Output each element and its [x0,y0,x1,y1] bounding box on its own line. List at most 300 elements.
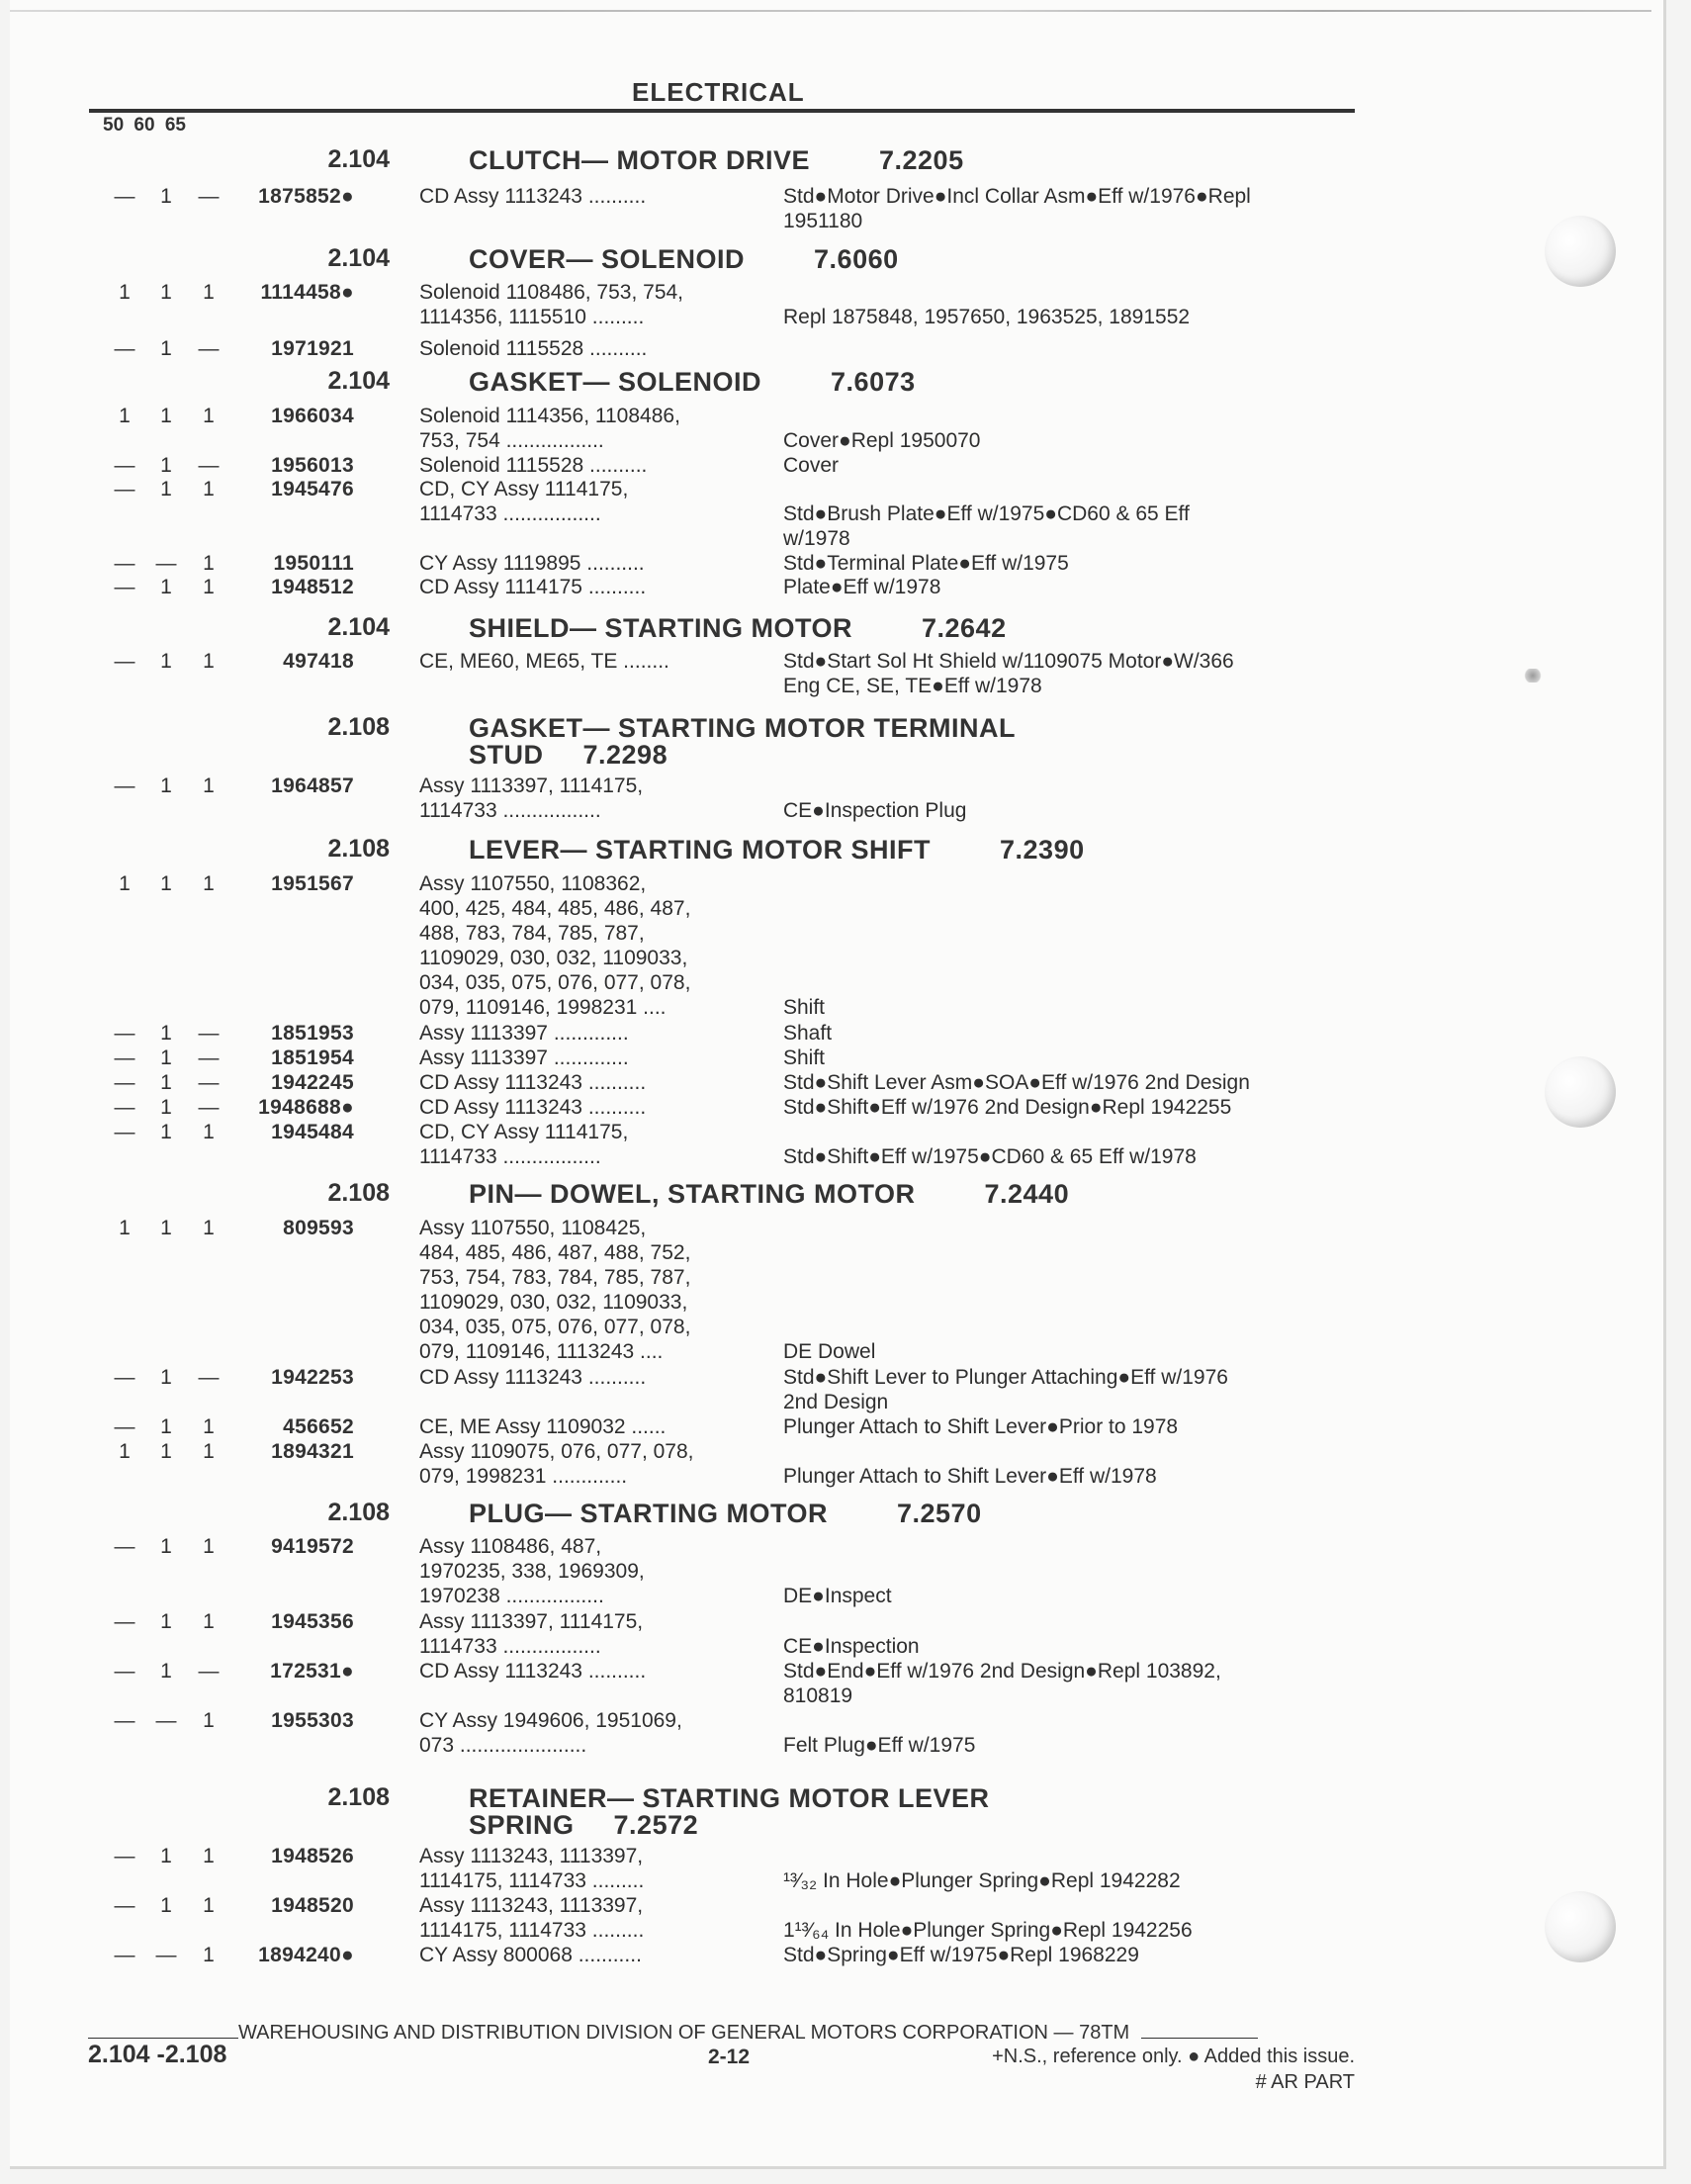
application-line: CD Assy 1113243 .......... [419,1071,647,1094]
quantity-col-50: — [114,1415,135,1438]
application [419,1439,775,1489]
application [419,1943,775,1967]
section-title-text: CLUTCH— MOTOR DRIVE [469,145,810,175]
part-number: 809593 [283,1217,354,1239]
part-number: 1942245 [271,1071,354,1094]
quantity-col-60: 1 [160,774,172,797]
remarks-line [783,970,1367,995]
remarks-line: Eng CE, SE, TE●Eff w/1978 [783,675,1042,697]
section-code: 2.108 [327,1783,390,1811]
remarks-line: Std●End●Eff w/1976 2nd Design●Repl 103892, [783,1660,1221,1683]
remarks-line: Felt Plug●Eff w/1975 [783,1734,976,1757]
remarks [783,1120,1367,1169]
quantity-col-50: — [114,1071,135,1094]
application-line: 1970238 ................. [419,1585,604,1607]
section-title-text: PIN— DOWEL, STARTING MOTOR [469,1179,916,1209]
application-line: 1114733 ................. [419,1635,601,1658]
remarks [783,1365,1367,1414]
quantity-col-50: — [114,1366,135,1389]
remarks [783,1095,1367,1120]
part-number: 456652 [283,1415,354,1438]
section-code: 2.104 [327,145,390,173]
remarks-line: DE Dowel [783,1340,876,1363]
section-ref-number: 7.2390 [1000,835,1085,864]
remarks-line [783,1559,1367,1584]
quantity-col-50: — [114,454,135,477]
application-line: Assy 1113397, 1114175, [419,774,644,797]
quantity-col-50: — [114,1944,135,1966]
quantity-col-60: 1 [160,478,172,500]
application [419,1609,775,1659]
remarks [783,1046,1367,1070]
remarks [783,1216,1367,1364]
quantity-col-65: — [198,1071,220,1094]
part-number: 1948688● [258,1096,354,1119]
remarks-line: Cover [783,454,840,477]
remarks [783,1943,1367,1967]
application-line: Solenoid 1115528 .......... [419,337,648,360]
quantity-col-60: 1 [160,1022,172,1045]
quantity-col-65: 1 [203,1121,215,1143]
section-ref-number: 7.2205 [879,145,964,175]
application-line: 484, 485, 486, 487, 488, 752, [419,1241,691,1264]
remarks-line [783,896,1367,921]
quantity-col-50: — [114,1610,135,1633]
application-line: CD, CY Assy 1114175, [419,1121,629,1143]
application [419,477,775,526]
footer-section-code: 2.104 -2.108 [88,2041,227,2068]
application [419,1365,775,1390]
quantity-col-60: 1 [160,1217,172,1239]
quantity-col-50: — [114,478,135,500]
remarks-line: Repl 1875848, 1957650, 1963525, 1891552 [783,306,1191,328]
remarks [783,1021,1367,1046]
quantity-col-60: 1 [160,1610,172,1633]
remarks-line: Std●Shift●Eff w/1976 2nd Design●Repl 1942255 [783,1096,1232,1119]
application-line: CD Assy 1113243 .......... [419,185,647,208]
remarks [783,774,1367,823]
application [419,1659,775,1684]
quantity-col-60: 1 [160,1415,172,1438]
remarks-line [783,1120,1367,1144]
section-title-text: COVER— SOLENOID [469,244,746,274]
remarks-line [783,1844,1367,1868]
remarks-line: Std●Shift Lever Asm●SOA●Eff w/1976 2nd Design [783,1071,1250,1094]
remarks-line: Std●Shift Lever to Plunger Attaching●Eff w/1976 [783,1366,1228,1389]
section-ref-number: 7.6060 [814,244,899,274]
section-title [469,246,1359,273]
quantity-col-60: 1 [160,281,172,304]
section-ref-number: 7.2642 [922,613,1007,643]
remarks-line: Plunger Attach to Shift Lever●Prior to 1978 [783,1415,1179,1438]
remarks [783,1534,1367,1608]
quantity-col-65: — [198,454,220,477]
quantity-col-65: 1 [203,1415,215,1438]
remarks-line [783,280,1367,305]
application [419,453,775,478]
quantity-col-60: 1 [160,872,172,895]
application-line: Assy 1113397 ............. [419,1022,629,1045]
application-line: CY Assy 1119895 .......... [419,552,645,575]
application-line: 488, 783, 784, 785, 787, [419,922,645,945]
quantity-col-60: 1 [160,1440,172,1463]
application-line: 034, 035, 075, 076, 077, 078, [419,1316,691,1338]
remarks [783,1414,1367,1439]
remarks-line [783,1609,1367,1634]
quantity-col-65: 1 [203,405,215,427]
part-number: 1956013 [271,454,354,477]
part-number: 1948520 [271,1894,354,1917]
footer-dash-left [88,2038,238,2039]
section-code: 2.108 [327,835,390,863]
quantity-col-60: 1 [160,1894,172,1917]
part-number: 1851954 [271,1046,354,1069]
quantity-col-60: — [155,1944,177,1966]
section-code: 2.104 [327,244,390,272]
application-line: 1114175, 1114733 ......... [419,1869,645,1892]
quantity-col-60: 1 [160,1366,172,1389]
remarks-line [783,774,1367,798]
quantity-col-50: — [114,1894,135,1917]
quantity-col-65: 1 [203,552,215,575]
section-title [469,369,1359,396]
remarks-line [783,871,1367,896]
quantity-col-65: 1 [203,1610,215,1633]
page-title: ELECTRICAL [632,77,805,107]
application-line: 073 ...................... [419,1734,587,1757]
application-line: CE, ME60, ME65, TE ........ [419,650,669,673]
remarks-line: Std●Motor Drive●Incl Collar Asm●Eff w/1976●Repl [783,185,1251,208]
application [419,649,775,674]
section-title-text: GASKET— SOLENOID [469,367,762,397]
remarks [783,575,1367,599]
remarks-line: Std●Brush Plate●Eff w/1975●CD60 & 65 Eff [783,502,1190,525]
application-line: 1109029, 030, 032, 1109033, [419,947,688,969]
remarks-line [783,1290,1367,1315]
application [419,1708,775,1758]
quantity-col-50: — [114,1709,135,1732]
quantity-col-65: — [198,185,220,208]
section-code: 2.108 [327,713,390,741]
application-line: 1114356, 1115510 ......... [419,306,645,328]
application-line: CD Assy 1114175 .......... [419,576,647,598]
part-number: 9419572 [271,1535,354,1558]
remarks [783,1609,1367,1659]
application-line: CD Assy 1113243 .......... [419,1660,647,1683]
punch-hole-top [1545,216,1616,287]
remarks-line: Plunger Attach to Shift Lever●Eff w/1978 [783,1465,1157,1488]
quantity-col-50: 1 [119,1440,131,1463]
section-ref-number: 7.2440 [984,1179,1070,1209]
footer-page-number: 2-12 [708,2046,751,2068]
remarks-line: CE●Inspection [783,1635,920,1658]
quantity-col-65: — [198,1096,220,1119]
quantity-col-50: 1 [119,281,131,304]
part-number: 1894321 [271,1440,354,1463]
application-line: Assy 1107550, 1108362, [419,872,647,895]
section-title-text: LEVER— STARTING MOTOR SHIFT [469,835,932,864]
remarks-line: ¹³⁄₃₂ In Hole●Plunger Spring●Repl 1942282 [783,1869,1181,1892]
application-line: Assy 1107550, 1108425, [419,1217,647,1239]
application-line: Solenoid 1108486, 753, 754, [419,281,684,304]
quantity-col-50: 1 [119,872,131,895]
quantity-col-65: 1 [203,576,215,598]
remarks-line [783,1439,1367,1464]
application-line: Assy 1113397, 1114175, [419,1610,644,1633]
remarks-line: Shift [783,996,826,1019]
footer-legend-ar: # AR PART [1255,2071,1355,2093]
quantity-col-50: — [114,552,135,575]
remarks-line: 1951180 [783,210,863,232]
remarks [783,477,1367,551]
section-title-text: GASKET— STARTING MOTOR TERMINAL [469,713,1016,743]
quantity-col-60: 1 [160,405,172,427]
application [419,336,775,361]
remarks-line: Std●Spring●Eff w/1975●Repl 1968229 [783,1944,1139,1966]
quantity-col-65: 1 [203,1845,215,1867]
section-title [469,1181,1359,1208]
quantity-col-50: — [114,1660,135,1683]
quantity-col-50: 1 [119,405,131,427]
header-rule [89,109,1355,113]
remarks [783,184,1367,233]
remarks-line: Shift [783,1046,826,1069]
application [419,1021,775,1046]
remarks-line [783,921,1367,946]
quantity-col-60: 1 [160,1121,172,1143]
remarks-line: Std●Start Sol Ht Shield w/1109075 Motor●W/366 [783,650,1234,673]
section-title [469,837,1359,864]
application [419,1095,775,1120]
quantity-col-60: — [155,552,177,575]
application-line: 1114733 ................. [419,502,601,525]
remarks-line: Shaft [783,1022,833,1045]
quantity-col-65: — [198,1046,220,1069]
remarks-line: Cover●Repl 1950070 [783,429,981,452]
quantity-col-50: — [114,1096,135,1119]
quantity-col-60: — [155,1709,177,1732]
quantity-col-65: 1 [203,1535,215,1558]
remarks [783,649,1367,698]
remarks [783,1659,1367,1708]
part-number: 1955303 [271,1709,354,1732]
section-title [469,1501,1359,1527]
section-ref-number: 7.2572 [613,1810,699,1840]
part-number: 1948526 [271,1845,354,1867]
quantity-col-50: — [114,337,135,360]
section-title-continued: SPRING [469,1810,575,1840]
column-headings: 50 60 65 [103,115,186,136]
remarks-line [783,1893,1367,1918]
section-title-text: PLUG— STARTING MOTOR [469,1499,828,1528]
quantity-col-50: — [114,1535,135,1558]
remarks [783,1439,1367,1489]
part-number: 1951567 [271,872,354,895]
quantity-col-60: 1 [160,1845,172,1867]
remarks-line: DE●Inspect [783,1585,892,1607]
remarks-line: 2nd Design [783,1391,889,1413]
application [419,871,775,1020]
section-title-continued: STUD [469,740,544,770]
footer-publisher [88,2022,1356,2045]
quantity-col-50: — [114,774,135,797]
application-line: CD Assy 1113243 .......... [419,1366,647,1389]
application [419,1844,775,1893]
quantity-col-65: — [198,1022,220,1045]
quantity-col-60: 1 [160,650,172,673]
quantity-col-50: — [114,576,135,598]
quantity-col-60: 1 [160,576,172,598]
application [419,1046,775,1070]
quantity-col-60: 1 [160,454,172,477]
quantity-col-65: 1 [203,1944,215,1966]
application [419,575,775,599]
quantity-col-65: 1 [203,281,215,304]
application [419,1534,775,1608]
remarks [783,1893,1367,1943]
application-line: Assy 1113243, 1113397, [419,1894,644,1917]
application-line: CE, ME Assy 1109032 ...... [419,1415,667,1438]
remarks-line: Std●Shift●Eff w/1975●CD60 & 65 Eff w/1978 [783,1145,1197,1168]
application-line: Solenoid 1115528 .......... [419,454,648,477]
section-code: 2.104 [327,613,390,641]
remarks-line [783,946,1367,970]
quantity-col-60: 1 [160,337,172,360]
part-number: 1851953 [271,1022,354,1045]
application-line: 079, 1109146, 1998231 .... [419,996,667,1019]
application [419,184,775,209]
application-line: CY Assy 800068 ........... [419,1944,642,1966]
remarks-line [783,1265,1367,1290]
application-line: CD Assy 1113243 .......... [419,1096,647,1119]
application-line: CD, CY Assy 1114175, [419,478,629,500]
part-number: 1950111 [273,552,354,575]
quantity-col-65: 1 [203,872,215,895]
section-code: 2.108 [327,1499,390,1526]
quantity-col-65: 1 [203,1894,215,1917]
quantity-col-65: 1 [203,478,215,500]
quantity-col-65: 1 [203,1217,215,1239]
section-ref-number: 7.6073 [831,367,916,397]
remarks-line [783,1534,1367,1559]
quantity-col-60: 1 [160,1046,172,1069]
application-line: 753, 754, 783, 784, 785, 787, [419,1266,691,1289]
quantity-col-50: — [114,185,135,208]
quantity-col-60: 1 [160,1660,172,1683]
application-line: CY Assy 1949606, 1951069, [419,1709,682,1732]
punch-hole-middle [1545,1056,1616,1128]
part-number: 1894240● [258,1944,354,1966]
remarks-line: 1¹³⁄₆₄ In Hole●Plunger Spring●Repl 1942256 [783,1919,1193,1942]
part-number: 172531● [270,1660,354,1683]
part-number: 497418 [283,650,354,673]
footer-publisher-text: WAREHOUSING AND DISTRIBUTION DIVISION OF GENERAL MOTORS CORPORATION — 78TM [238,2022,1130,2044]
quantity-col-65: 1 [203,650,215,673]
quantity-col-50: — [114,1121,135,1143]
application-line: 753, 754 ................. [419,429,604,452]
section-ref-number: 7.2570 [897,1499,982,1528]
part-number: 1966034 [271,405,354,427]
quantity-col-60: 1 [160,1071,172,1094]
quantity-col-65: 1 [203,774,215,797]
section-code: 2.104 [327,367,390,395]
section-title [469,715,1359,769]
part-number: 1945484 [271,1121,354,1143]
section-title [469,615,1359,642]
remarks-line: w/1978 [783,527,850,550]
remarks-line [783,1708,1367,1733]
application [419,1893,775,1943]
remarks-line: 810819 [783,1684,853,1707]
remarks-line: Std●Terminal Plate●Eff w/1975 [783,552,1069,575]
section-code: 2.108 [327,1179,390,1207]
remarks-line: Plate●Eff w/1978 [783,576,941,598]
application-line: Assy 1113397 ............. [419,1046,629,1069]
part-number: 1945476 [271,478,354,500]
application-line: 079, 1998231 ............. [419,1465,628,1488]
application [419,1216,775,1364]
footer-dash-right [1141,2038,1258,2039]
quantity-col-50: — [114,1845,135,1867]
quantity-col-60: 1 [160,185,172,208]
application-line: 1114733 ................. [419,1145,601,1168]
remarks [783,404,1367,453]
application-line: Assy 1113243, 1113397, [419,1845,644,1867]
section-title [469,147,1359,174]
remarks [783,1708,1367,1758]
quantity-col-60: 1 [160,1096,172,1119]
application-line: 079, 1109146, 1113243 .... [419,1340,664,1363]
quantity-col-60: 1 [160,1535,172,1558]
part-number: 1945356 [271,1610,354,1633]
application-line: 1109029, 030, 032, 1109033, [419,1291,688,1314]
quantity-col-65: — [198,337,220,360]
application-line: 034, 035, 075, 076, 077, 078, [419,971,691,994]
application-line: 400, 425, 484, 485, 486, 487, [419,897,691,920]
application-line: Solenoid 1114356, 1108486, [419,405,680,427]
section-ref-number: 7.2298 [582,740,668,770]
remarks [783,871,1367,1020]
quantity-col-65: — [198,1366,220,1389]
remarks-line [783,404,1367,428]
application [419,1414,775,1439]
paper-speck [1523,669,1543,682]
application [419,1070,775,1095]
quantity-col-50: — [114,650,135,673]
application [419,280,775,329]
quantity-col-65: — [198,1660,220,1683]
remarks-line [783,1240,1367,1265]
remarks-line [783,477,1367,501]
application [419,1120,775,1169]
remarks [783,453,1367,478]
punch-hole-bottom [1545,1891,1616,1962]
quantity-col-50: 1 [119,1217,131,1239]
quantity-col-65: 1 [203,1440,215,1463]
footer-legend-added: +N.S., reference only. ● Added this issue. [992,2046,1355,2067]
part-number: 1875852● [258,185,354,208]
section-title-text: RETAINER— STARTING MOTOR LEVER [469,1783,990,1813]
remarks [783,1844,1367,1893]
remarks-line [783,1216,1367,1240]
quantity-col-50: — [114,1022,135,1045]
remarks-line: CE●Inspection Plug [783,799,967,822]
top-edge [10,10,1651,12]
application-line: Assy 1109075, 076, 077, 078, [419,1440,694,1463]
application-line: 1970235, 338, 1969309, [419,1560,645,1583]
part-number: 1942253 [271,1366,354,1389]
quantity-col-50: — [114,1046,135,1069]
